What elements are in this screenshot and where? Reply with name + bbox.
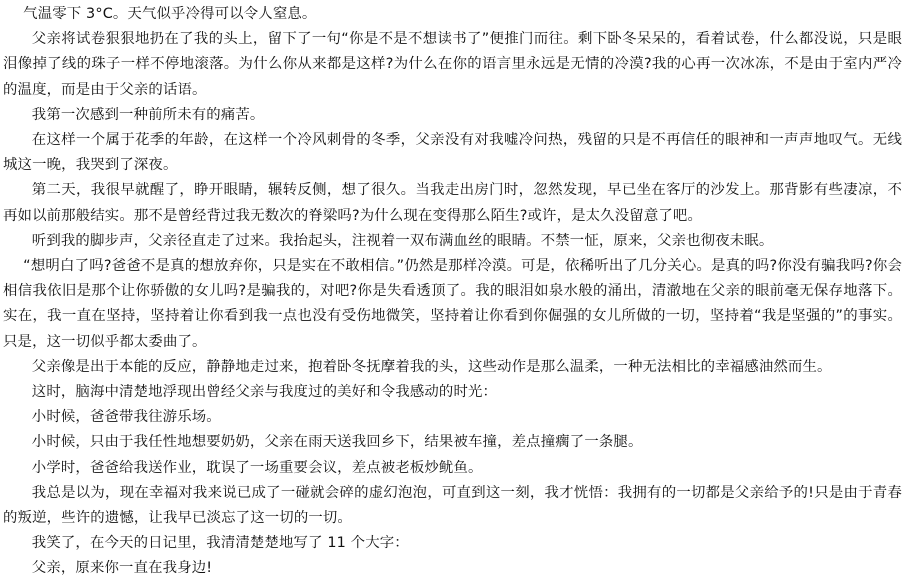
paragraph-diary: 我笑了，在今天的日记里，我清清楚楚地写了 11 个大字：: [31, 535, 409, 552]
paragraph-next-day: 第二天，我很早就醒了，睁开眼睛，辗转反侧，想了很久。当我走出房门时，忽然发现，早已坐在客厅的沙发上。那背影有些凄凉，不再如以前那般结实。那不是曾经背过我无数次的脊梁吗?为什么现在变得那么陌生?或许，是太久没留意了吧。: [3, 182, 902, 224]
paragraph-embrace: 父亲像是出于本能的反应，静静地走过来，抱着卧冬抚摩着我的头，这些动作是那么温柔，一种无法相比的幸福感油然而生。: [31, 358, 832, 375]
paragraph-memory-amusement-park: 小时候，爸爸带我往游乐场。: [31, 409, 221, 426]
paragraph-weather: 气温零下 3°C。天气似乎冷得可以令人窒息。: [23, 6, 317, 22]
paragraph-memories-intro: 这时，脑海中清楚地浮现出曾经父亲与我度过的美好和令我感动的时光：: [31, 384, 498, 401]
paragraph-cold-winter: 在这样一个属于花季的年龄，在这样一个冷风刺骨的冬季，父亲没有对我嘘冷问热，残留的只是不再信任的眼神和一声声地叹气。无线城这一晚，我哭到了深夜。: [3, 132, 902, 174]
paragraph-memory-homework: 小学时，爸爸给我送作业，耽误了一场重要会议，差点被老板炒鱿鱼。: [31, 459, 483, 476]
paragraph-dialogue: “想明白了吗?爸爸不是真的想放弃你，只是实在不敢相信。”仍然是那样冷漠。可是，依稀听出了几分关心。是真的吗?你没有骗我吗?你会相信我依旧是那个让你骄傲的女儿吗?是骗我的，对吧?你是失看透顶了。我的眼泪如泉水般的涌出，清澈地在父亲的眼前毫无保存地落下。实在，我一直在坚持，坚持着让你看到我一点也没有受伤地微笑，坚持着让你看到你倔强的女儿所做的一切，坚持着“我是坚强的”的事实。只是，这一切似乎都太委曲了。: [3, 258, 902, 350]
paragraph-exam-thrown: 父亲将试卷狠狠地扔在了我的头上，留下了一句“你是不是不想读书了”便推门而往。剩下卧冬呆呆的，看着试卷，什么都没说，只是眼泪像掉了线的珠子一样不停地滚落。为什么你从来都是这样?为什么在你的语言里永远是无情的冷漠?我的心再一次冰冻，不是由于室内严冷的温度，而是由于父亲的话语。: [3, 31, 902, 98]
paragraph-footsteps: 听到我的脚步声，父亲径直走了过来。我抬起头，注视着一双布满血丝的眼睛。不禁一怔，原来，父亲也彻夜未眠。: [31, 232, 774, 249]
paragraph-closing-line: 父亲，原来你一直在我身边!: [31, 560, 213, 577]
paragraph-first-pain: 我第一次感到一种前所未有的痛苦。: [31, 106, 265, 123]
paragraph-realization: 我总是以为，现在幸福对我来说已成了一碰就会碎的虚幻泡泡，可直到这一刻，我才恍悟：我拥有的一切都是父亲给予的!只是由于青春的叛逆，些许的遗憾，让我早已淡忘了这一切的一切。: [3, 484, 902, 527]
paragraph-memory-rainy-day: 小时候，只由于我任性地想要奶奶，父亲在雨天送我回乡下，结果被车撞，差点撞瘸了一条腿。: [31, 434, 643, 451]
